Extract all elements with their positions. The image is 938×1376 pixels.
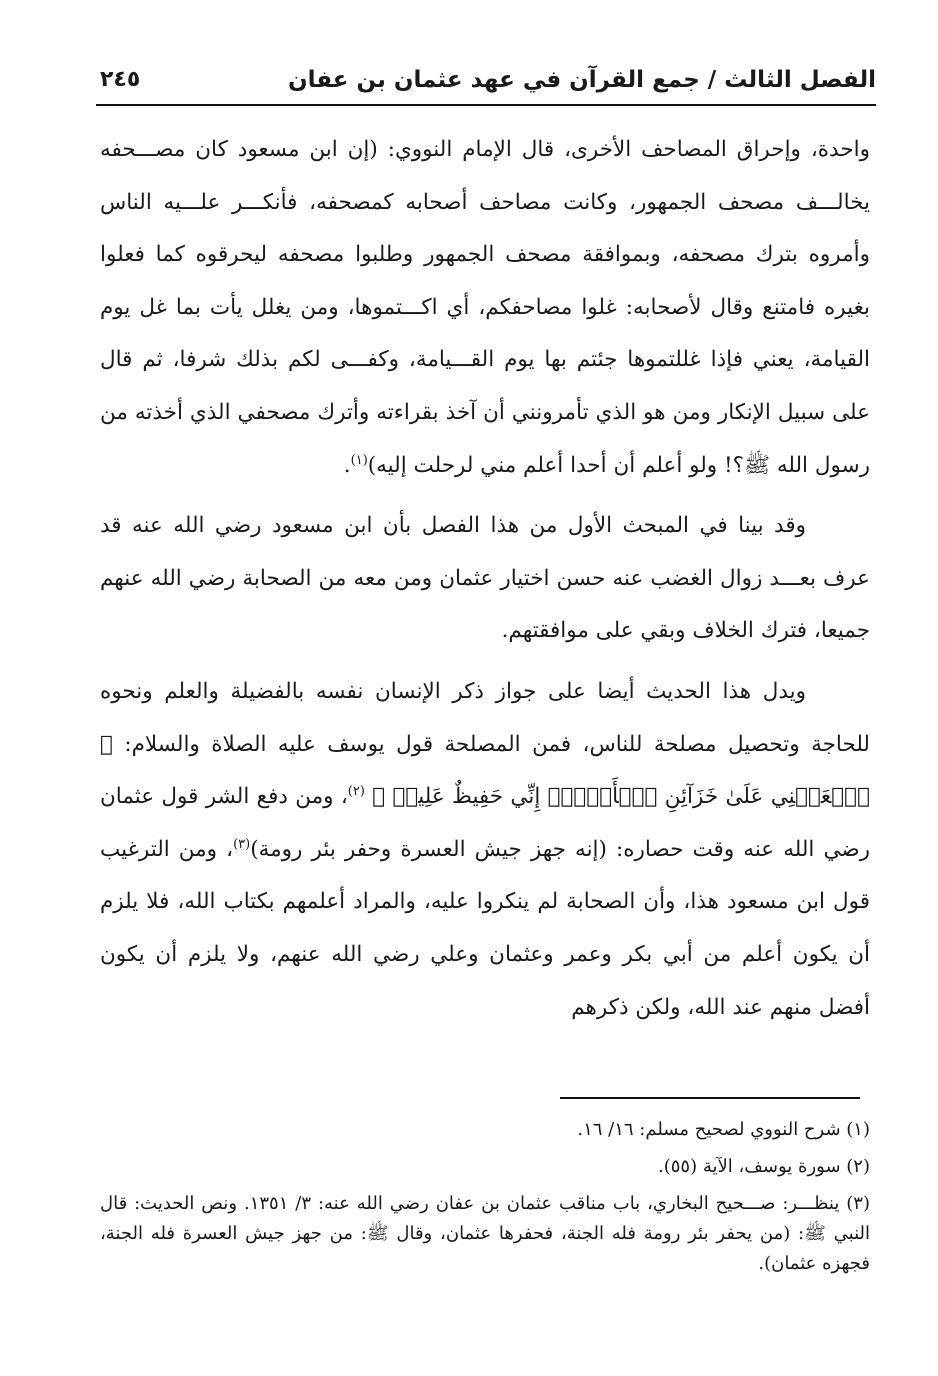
footnote-ref-1: (١) bbox=[350, 452, 368, 468]
main-text bbox=[100, 124, 870, 1042]
paragraph-text: ، ومن الترغيب قول ابن مسعود هذا، وأن الصحابة لم ينكروا عليه، والمراد أعلمهم بكتاب الله، فلا يلزم أن يكون أعلم من أبي بكر وعمر وعثمان وعلي رضي الله عنهم، ولا يلزم أن يكون أفضل منهم عند الله، ولكن ذكرهم bbox=[100, 836, 870, 1020]
footnote-3: (٣) ينظـــر: صـــحيح البخاري، باب مناقب عثمان بن عفان رضي الله عنه: ٣/ ١٣٥١. ونص الحديث: قال النبي ﷺ: (من يحفر بئر رومة فله الجنة، فحفرها عثمان، وقال ﷺ: من جهز جيش العسرة فله الجنة، فجهزه عثمان). bbox=[100, 1193, 870, 1274]
footnote-separator bbox=[560, 1097, 860, 1099]
footnotes bbox=[100, 1115, 870, 1286]
paragraph-ibn-masud: وقد بينا في المبحث الأول من هذا الفصل بأن ابن مسعود رضي الله عنه قد عرف بعـــد زوال الغضب عنه حسن اختيار عثمان ومن معه من الصحابة رضي الله عنهم جميعا، فترك الخلاف وبقي على موافقتهم. bbox=[100, 513, 870, 644]
paragraph-virtue bbox=[100, 666, 870, 1034]
paragraph-text: ، ومن دفع الشر قول عثمان رضي الله عنه وقت حصاره: (إنه جهز جيش العسرة وحفر بئر رومة) bbox=[100, 784, 871, 862]
footnote-ref-2: (٢) bbox=[347, 783, 365, 799]
chapter-title: الفصل الثالث / جمع القرآن في عهد عثمان بن عفان bbox=[287, 67, 876, 93]
paragraph-end: . bbox=[343, 452, 351, 478]
paragraph-nawawi-quote bbox=[100, 124, 870, 492]
paragraph-text: واحدة، وإحراق المصاحف الأخرى، قال الإمام النووي: (إن ابن مسعود كان مصـــحفه يخالـــف مصحف الجمهور، وكانت مصاحف أصحابه كمصحفه، فأنكـــر علـــيه الناس وأمروه بترك مصحفه، وبموافقة مصحف الجمهور وطلبوا مصحفه ليحرقوه كما فعلوا بغيره فامتنع وقال لأصحابه: غلوا مصاحفكم، أي اكـــتموها، ومن يغلل يأت بما غل يوم القيامة، يعني فإذا غللتموها جئتم بها يوم القـــيامة، وكفـــى لكم بذلك شرفا، ثم قال على سبيل الإنكار ومن هو الذي تأمرونني أن آخذ بقراءته وأترك مصحفي الذي أخذته من رسول الله ﷺ؟! ولو أعلم أن أحدا أعلم مني لرحلت إليه) bbox=[100, 137, 870, 478]
running-header bbox=[96, 62, 876, 106]
paragraph-text: ويدل هذا الحديث أيضا على جواز ذكر الإنسان نفسه بالفضيلة والعلم ونحوه للحاجة وتحصيل مصلحة للناس، فمن المصلحة قول يوسف عليه الصلاة والسلام: bbox=[100, 678, 870, 757]
footnote-2: (٢) سورة يوسف، الآية (٥٥). bbox=[658, 1156, 870, 1177]
page-number: ٢٤٥ bbox=[100, 67, 141, 92]
footnote-ref-3: (٣) bbox=[233, 836, 251, 852]
quran-verse: ﴿ ٱجۡعَلۡنِي عَلَىٰ خَزَآئِنِ ٱلۡأَرۡضِۖ إِنِّي حَفِيظٌ عَلِيمٞ ﴾ bbox=[100, 731, 870, 810]
footnote-1: (١) شرح النووي لصحيح مسلم: ١٦/ ١٦. bbox=[577, 1119, 870, 1140]
